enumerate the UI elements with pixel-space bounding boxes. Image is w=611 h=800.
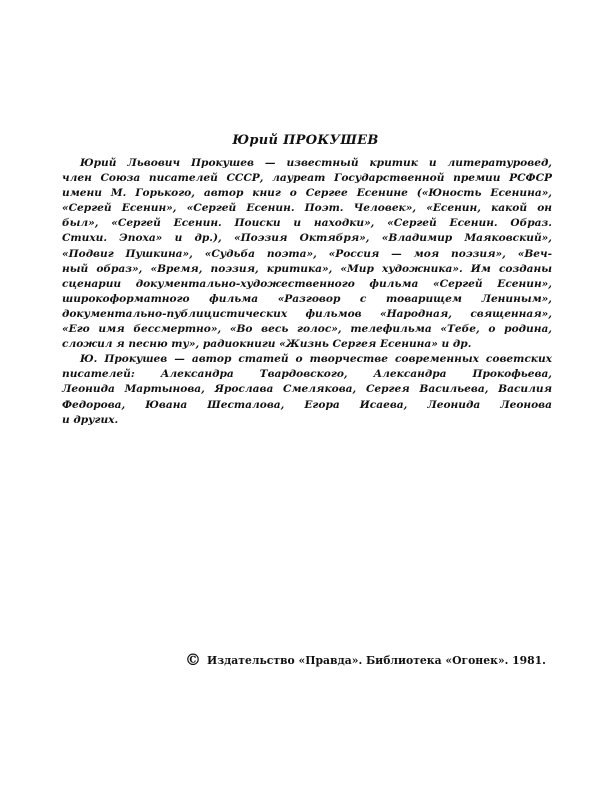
text-line: сценарии документально-художественного фильма «Сергей Есенин»,: [62, 277, 552, 290]
biography-paragraph-1: [62, 156, 552, 352]
text-line: ный образ», «Время, поэзия, критика», «Мир художника». Им созданы: [62, 262, 552, 275]
text-line: член Союза писателей СССР, лауреат Государственной премии РСФСР: [62, 172, 552, 185]
text-line: Ю. Прокушев — автор статей о творчестве современных советских: [80, 353, 552, 366]
text-line: и других.: [62, 413, 119, 426]
text-line: Стихи. Эпоха» и др.), «Поэзия Октября», «Владимир Маяковский»,: [62, 232, 552, 245]
text-line: широкоформатного фильма «Разговор с товарищем Лениным»,: [62, 292, 552, 305]
text-line: Леонида Мартынова, Ярослава Смелякова, Сергея Васильева, Василия: [62, 383, 552, 396]
copyright-line: [185, 652, 555, 668]
text-line: «Его имя бессмертно», «Во весь голос», телефильма «Тебе, о родина,: [62, 323, 552, 336]
text-line: был», «Сергей Есенин. Поиски и находки», «Сергей Есенин. Образ.: [62, 217, 552, 230]
author-biography: [62, 156, 552, 428]
text-line: сложил я песню ту», радиокниги «Жизнь Сергея Есенина» и др.: [62, 338, 472, 351]
text-line: документально-публицистических фильмов «Народная, священная»,: [62, 307, 552, 320]
biography-paragraph-2: [62, 352, 552, 427]
text-line: Юрий Львович Прокушев — известный критик и литературовед,: [80, 157, 552, 169]
text-line: Федорова, Ювана Шесталова, Егора Исаева, Леонида Леонова: [62, 398, 552, 411]
text-line: «Сергей Есенин», «Сергей Есенин. Поэт. Человек», «Есенин, какой он: [62, 202, 552, 215]
copyright-icon: ©: [185, 650, 201, 669]
author-heading: Юрий ПРОКУШЕВ: [232, 133, 379, 148]
text-line: «Подвиг Пушкина», «Судьба поэта», «Россия — моя поэзия», «Веч-: [62, 247, 552, 260]
text-line: писателей: Александра Твардовского, Александра Прокофьева,: [62, 368, 552, 381]
text-line: имени М. Горького, автор книг о Сергее Есенине («Юность Есенина»,: [62, 187, 552, 200]
copyright-text: Издательство «Правда». Библиотека «Огонек». 1981.: [207, 653, 546, 667]
